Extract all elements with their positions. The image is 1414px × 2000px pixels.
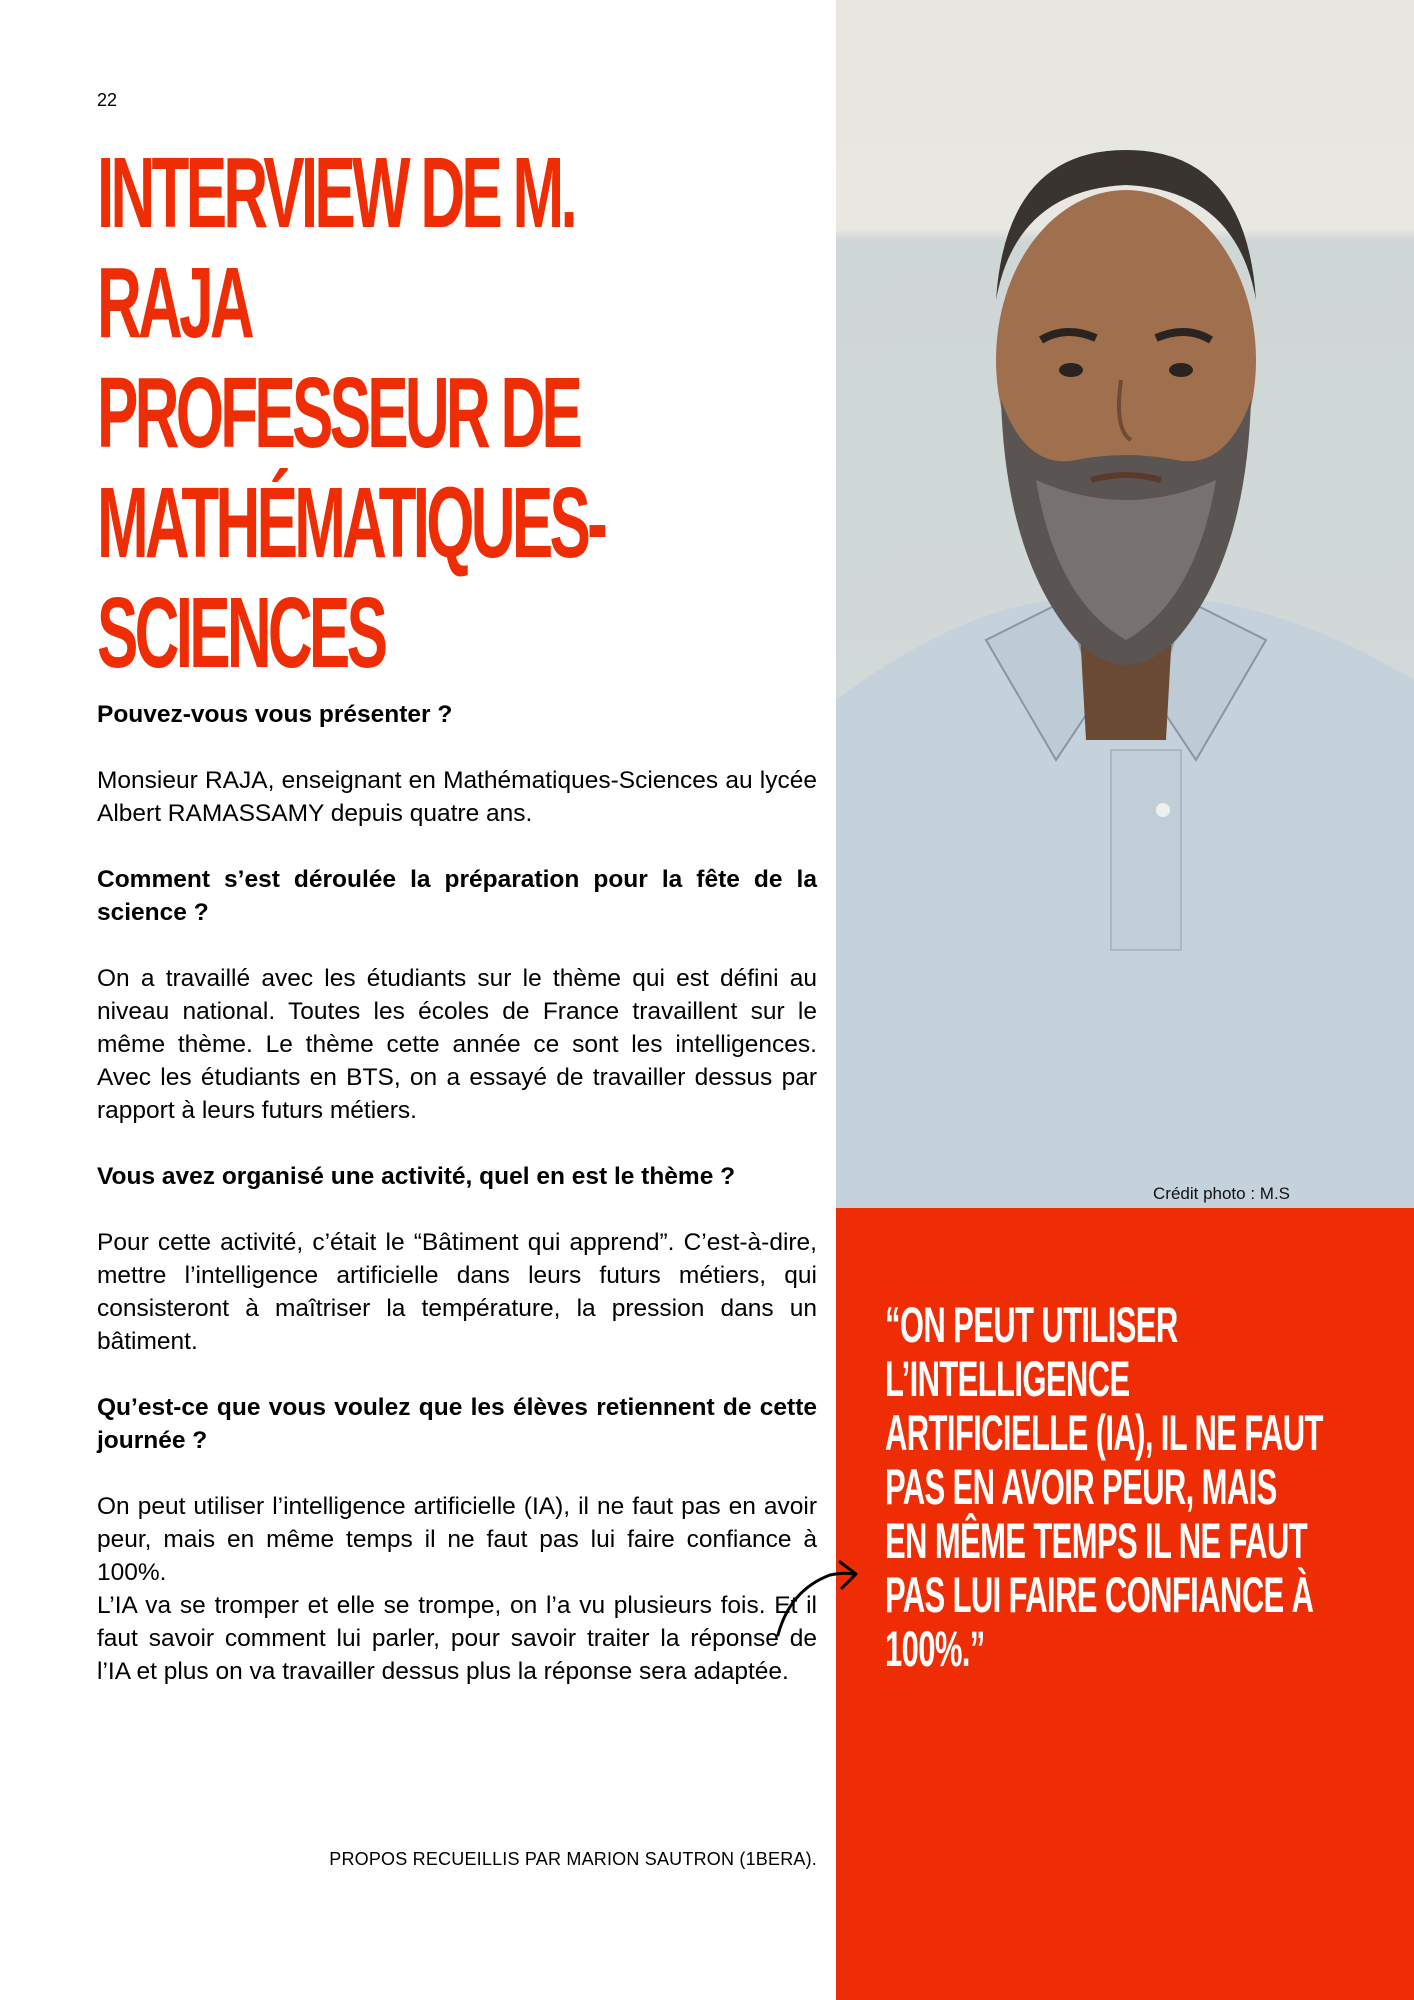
pull-quote-line: EN MÊME TEMPS IL NE FAUT bbox=[885, 1513, 1308, 1569]
pull-quote-line: PAS EN AVOIR PEUR, MAIS bbox=[885, 1459, 1277, 1515]
interview-body bbox=[97, 698, 817, 1688]
question: Vous avez organisé une activité, quel en est le thème ? bbox=[97, 1163, 736, 1190]
page-number: 22 bbox=[97, 90, 118, 110]
pull-quote-line: ARTIFICIELLE (IA), IL NE FAUT bbox=[885, 1405, 1323, 1461]
photo-credit: Crédit photo : M.S bbox=[1153, 1184, 1291, 1203]
question: Qu’est-ce que vous voulez que les élèves retiennent de cette journée ? bbox=[97, 1394, 817, 1454]
pull-quote bbox=[885, 1298, 1406, 1676]
page-title bbox=[97, 138, 816, 688]
question: Pouvez-vous vous présenter ? bbox=[97, 701, 453, 728]
title-line: RAJA bbox=[97, 247, 251, 359]
pull-quote-line: PAS LUI FAIRE CONFIANCE À bbox=[885, 1567, 1314, 1623]
answer: Pour cette activité, c’était le “Bâtiment qui apprend”. C’est-à-dire, mettre l’intelligence artificielle dans leurs futurs métiers, qui consisteront à maîtriser la température, la pression dans un bâtiment. bbox=[97, 1229, 817, 1355]
curved-arrow-icon bbox=[770, 1550, 870, 1640]
pull-quote-line: L’INTELLIGENCE bbox=[885, 1351, 1130, 1407]
title-line: MATHÉMATIQUES- bbox=[97, 467, 605, 579]
answer: L’IA va se tromper et elle se trompe, on l’a vu plusieurs fois. Et il faut savoir comment lui parler, pour savoir traiter la réponse de l’IA et plus on va travailler dessus plus la réponse sera adaptée. bbox=[97, 1592, 817, 1685]
answer: On a travaillé avec les étudiants sur le thème qui est défini au niveau national. Toutes les écoles de France travaillent sur le même thème. Le thème cette année ce sont les intelligences. Avec les étudiants en BTS, on a essayé de travailler dessus par rapport à leurs futurs métiers. bbox=[97, 965, 817, 1124]
byline: PROPOS RECUEILLIS PAR MARION SAUTRON (1BERA). bbox=[329, 1849, 817, 1869]
pull-quote-line: 100%.” bbox=[885, 1621, 985, 1677]
pull-quote-line: “ON PEUT UTILISER bbox=[885, 1297, 1178, 1353]
answer: Monsieur RAJA, enseignant en Mathématiques-Sciences au lycée Albert RAMASSAMY depuis quatre ans. bbox=[97, 767, 817, 827]
question: Comment s’est déroulée la préparation pour la fête de la science ? bbox=[97, 866, 817, 926]
portrait-illustration bbox=[836, 0, 1414, 1208]
title-line: SCIENCES bbox=[97, 577, 385, 689]
answer: On peut utiliser l’intelligence artificielle (IA), il ne faut pas en avoir peur, mais en même temps il ne faut pas lui faire confiance à 100%. bbox=[97, 1493, 817, 1586]
title-line: PROFESSEUR DE bbox=[97, 357, 580, 469]
title-line: INTERVIEW DE M. bbox=[97, 137, 574, 249]
portrait-photo bbox=[836, 0, 1414, 1208]
